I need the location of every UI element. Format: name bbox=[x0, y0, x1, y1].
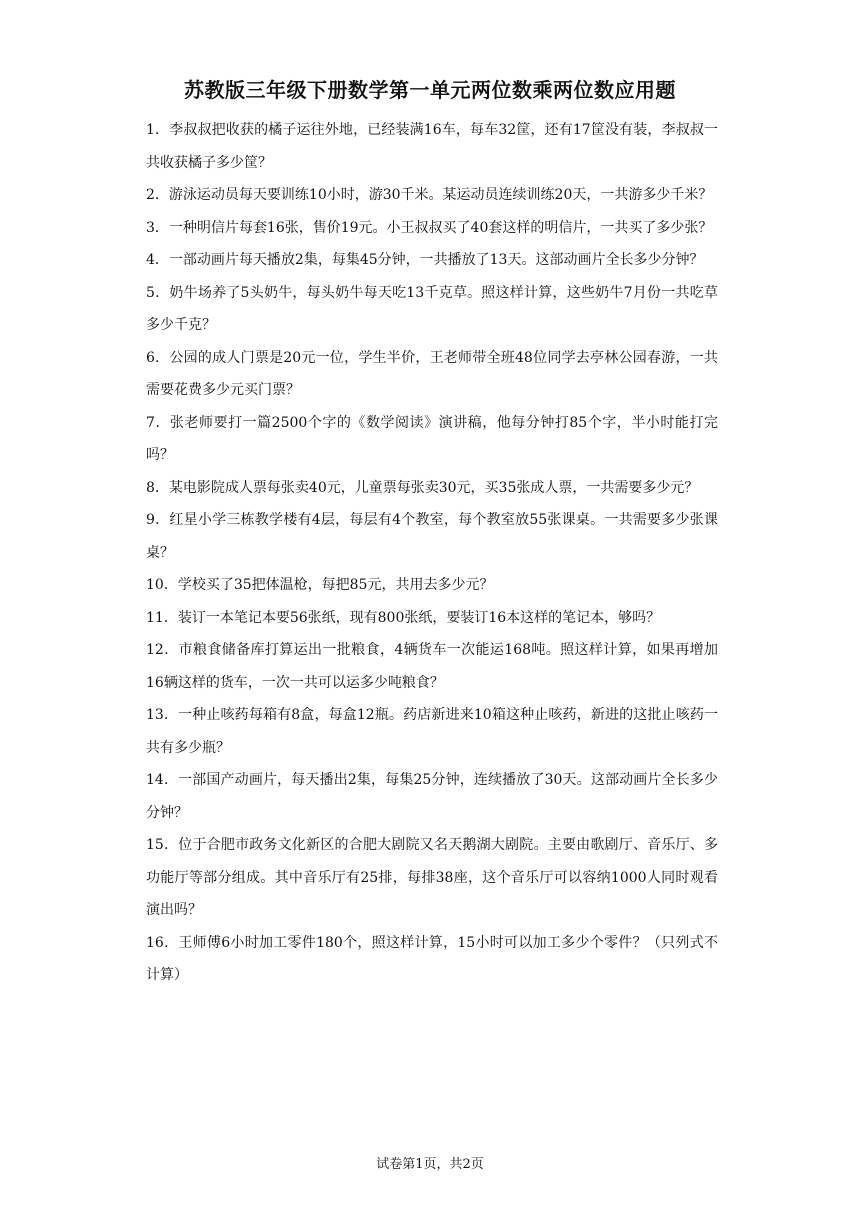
question-item: 3．一种明信片每套16张，售价19元。小王叔叔买了40套这样的明信片，一共买了多少张？ bbox=[146, 219, 713, 236]
question-item: 1．李叔叔把收获的橘子运往外地，已经装满16车，每车32筐，还有17筐没有装，李叔叔一共收获橘子多少筐？ bbox=[146, 122, 718, 171]
question-item: 5．奶牛场养了5头奶牛，每头奶牛每天吃13千克草。照这样计算，这些奶牛7月份一共吃草多少千克？ bbox=[146, 284, 718, 333]
question-item: 9．红星小学三栋教学楼有4层，每层有4个教室，每个教室放55张课桌。一共需要多少张课桌？ bbox=[146, 512, 718, 561]
question-item: 2．游泳运动员每天要训练10小时，游30千米。某运动员连续训练20天，一共游多少千米？ bbox=[146, 187, 713, 203]
question-item: 13．一种止咳药每箱有8盒，每盒12瓶。药店新进来10箱这种止咳药，新进的这批止咳药一共有多少瓶？ bbox=[146, 707, 718, 756]
question-item: 8．某电影院成人票每张卖40元，儿童票每张卖30元，买35张成人票，一共需要多少元？ bbox=[146, 479, 699, 496]
question-item: 10．学校买了35把体温枪，每把85元，共用去多少元？ bbox=[146, 577, 494, 593]
question-list bbox=[146, 114, 718, 992]
question-item: 6．公园的成人门票是20元一位，学生半价，王老师带全班48位同学去亭林公园春游，一共需要花费多少元买门票？ bbox=[146, 349, 718, 398]
page-footer: 试卷第1页，共2页 bbox=[376, 1157, 484, 1172]
question-item: 12．市粮食储备库打算运出一批粮食，4辆货车一次能运168吨。照这样计算，如果再增加16辆这样的货车，一次一共可以运多少吨粮食？ bbox=[146, 642, 718, 691]
question-item: 11．装订一本笔记本要56张纸，现有800张纸，要装订16本这样的笔记本，够吗？ bbox=[146, 609, 661, 626]
question-item: 16．王师傅6小时加工零件180个，照这样计算，15小时可以加工多少个零件？（只列式不计算） bbox=[146, 934, 718, 983]
question-item: 4．一部动画片每天播放2集，每集45分钟，一共播放了13天。这部动画片全长多少分钟？ bbox=[146, 252, 704, 268]
question-item: 15．位于合肥市政务文化新区的合肥大剧院又名天鹅湖大剧院。主要由歌剧厅、音乐厅、多功能厅等部分组成。其中音乐厅有25排，每排38座，这个音乐厅可以容纳1000人同时观看演出吗？ bbox=[146, 837, 718, 918]
question-item: 7．张老师要打一篇2500个字的《数学阅读》演讲稿，他每分钟打85个字，半小时能打完吗？ bbox=[146, 414, 718, 463]
page-title: 苏教版三年级下册数学第一单元两位数乘两位数应用题 bbox=[184, 78, 676, 102]
question-item: 14．一部国产动画片，每天播出2集，每集25分钟，连续播放了30天。这部动画片全长多少分钟？ bbox=[146, 772, 718, 821]
